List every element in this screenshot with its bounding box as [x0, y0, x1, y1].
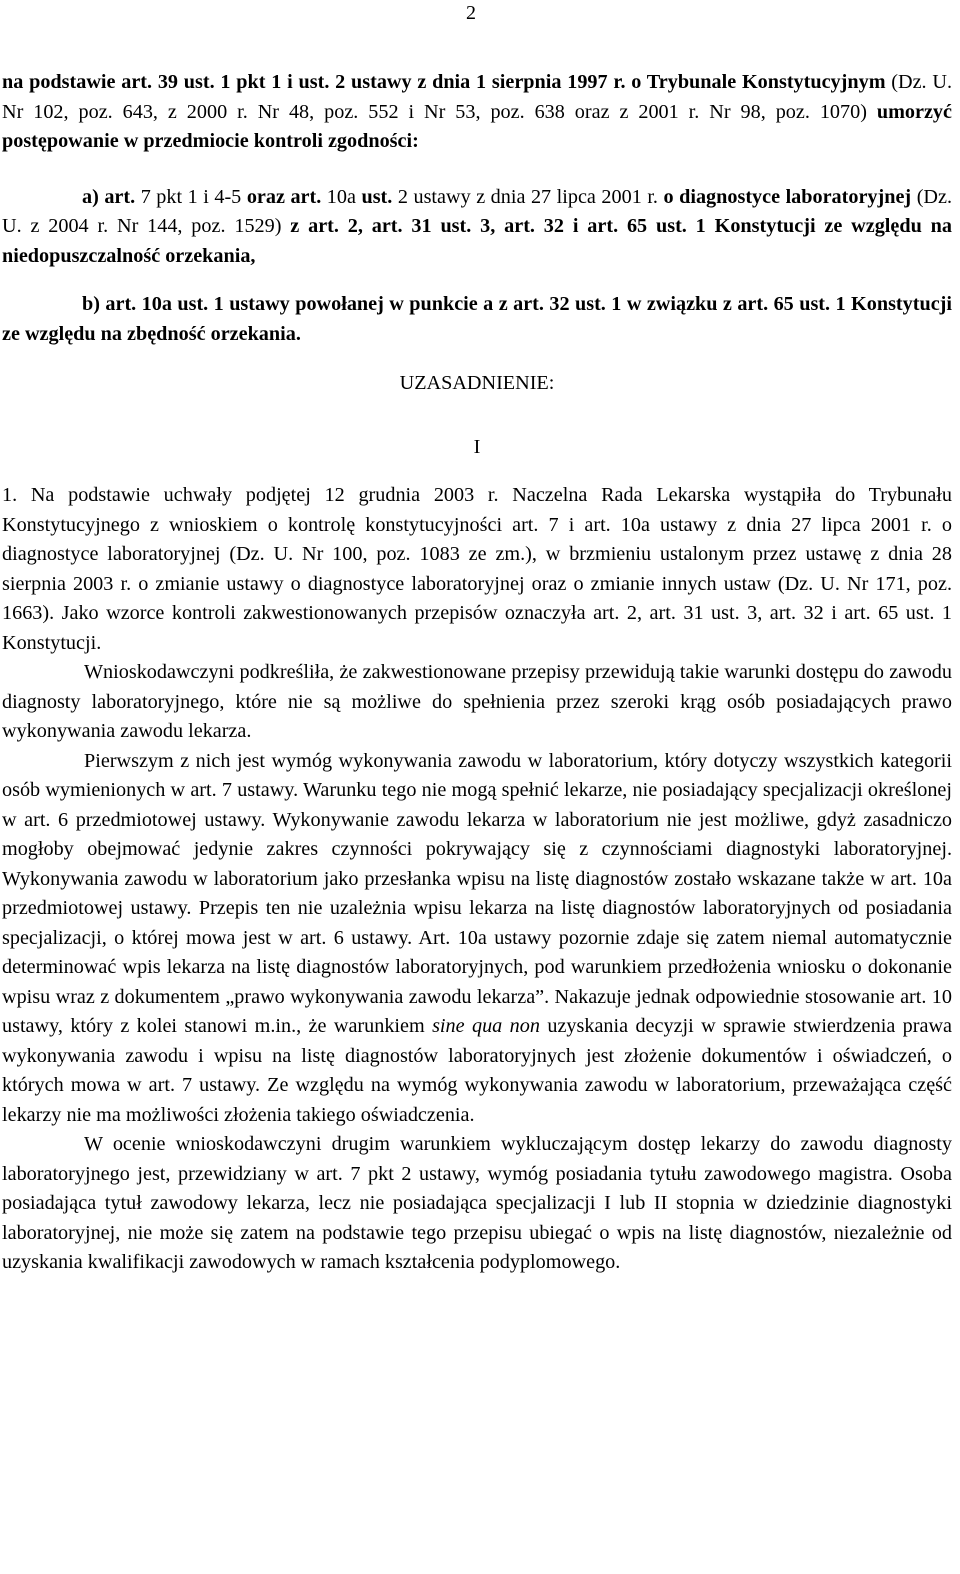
document-body — [2, 68, 952, 1278]
ruling-intro — [2, 68, 952, 157]
ruling-intro-decision: umorzyć postępowanie w przedmiocie kontroli zgodności: — [2, 100, 952, 152]
page-number: 2 — [466, 2, 476, 24]
ruling-intro-citation: (Dz. U. Nr 102, poz. 643, z 2000 r. Nr 48, poz. 552 i Nr 53, poz. 638 oraz z 2001 r. Nr 98, poz. 1070) — [2, 71, 953, 123]
justification-paragraph-2: Wnioskodawczyni podkreśliła, że zakwestionowane przepisy przewidują takie warunki dostępu do zawodu diagnosty laboratoryjnego, które nie są możliwe do spełnienia przez szeroki krąg osób posiadających prawo wykonywania zawodu lekarza. — [2, 661, 952, 742]
ruling-intro-basis: na podstawie art. 39 ust. 1 pkt 1 i ust. 2 ustawy z dnia 1 sierpnia 1997 r. o Trybunale Konstytucyjnym — [2, 71, 886, 93]
justification-paragraph-1: 1. Na podstawie uchwały podjętej 12 grudnia 2003 r. Naczelna Rada Lekarska wystąpiła do Trybunału Konstytucyjnego z wnioskiem o kontrolę konstytucyjności art. 7 i art. 10a ustawy z dnia 27 lipca 2001 r. o diagnostyce laboratoryjnej (Dz. U. Nr 100, poz. 1083 ze zm.), w brzmieniu ustalonym przez ustawę z dnia 28 sierpnia 2003 r. o zmianie ustawy o diagnostyce laboratoryjnej oraz o zmianie innych ustaw (Dz. U. Nr 171, poz. 1663). Jako wzorce kontroli zakwestionowanych przepisów oznaczyła art. 2, art. 31 ust. 3, art. 32 i art. 65 ust. 1 Konstytucji. — [2, 484, 952, 654]
justification-heading: UZASADNIENIE: — [399, 372, 555, 394]
justification-paragraph-4: W ocenie wnioskodawczyni drugim warunkiem wykluczającym dostęp lekarzy do zawodu diagnosty laboratoryjnego jest, przewidziany w art. 7 pkt 2 ustawy, wymóg posiadania tytułu zawodowego magistra. Osoba posiadająca tytuł zawodowy lekarza, lecz nie posiadająca specjalizacji I lub II stopnia w dziedzinie diagnostyki laboratoryjnej, nie może się zatem na podstawie tego przepisu ubiegać o wpis na listę diagnostów, niezależnie od uzyskania kwalifikacji zawodowych w ramach kształcenia podyplomowego. — [2, 1133, 952, 1273]
ruling-item-b: b) art. 10a ust. 1 ustawy powołanej w punkcie a z art. 32 ust. 1 w związku z art. 65 ust. 1 Konstytucji ze względu na zbędność orzekania. — [2, 293, 952, 345]
justification-paragraph-3: Pierwszym z nich jest wymóg wykonywania zawodu w laboratorium, który dotyczy wszystkich kategorii osób wymienionych w art. 7 ustawy. Warunku tego nie mogą spełnić lekarze, nie posiadający specjalizacji określonej w art. 6 przedmiotowej ustawy. Wykonywanie zawodu lekarza w laboratorium nie jest możliwe, gdyż zasadniczo mogłoby obejmować jedynie zakres czynności pokrywający się z czynnościami diagnostyki laboratoryjnej. Wykonywania zawodu w laboratorium jako przesłanka wpisu na listę diagnostów zostało wskazane także w art. 10a przedmiotowej ustawy. Przepis ten nie uzależnia wpisu lekarza na listę diagnostów laboratoryjnych od posiadania specjalizacji, o której mowa jest w art. 6 ustawy. Art. 10a ustawy pozornie zdaje się zatem niemal automatycznie determinować wpis lekarza na listę diagnostów laboratoryjnych, pod warunkiem przedłożenia wniosku o dokonanie wpisu wraz z dokumentem „prawo wykonywania zawodu lekarza”. Nakazuje jednak odpowiednie stosowanie art. 10 ustawy, który z kolei stanowi m.in., że warunkiem sine qua non uzyskania decyzji w sprawie stwierdzenia prawa wykonywania zawodu i wpisu na listę diagnostów laboratoryjnych jest złożenie dokumentów i oświadczeń, o których mowa w art. 7 ustawy. Ze względu na wymóg wykonywania zawodu w laboratorium, przeważająca część lekarzy nie ma możliwości złożenia takiego oświadczenia. — [2, 749, 952, 1126]
ruling-item-a: a) art. 7 pkt 1 i 4-5 oraz art. 10a ust. 2 ustawy z dnia 27 lipca 2001 r. o diagnostyce laboratoryjnej (Dz. U. z 2004 r. Nr 144, poz. 1529) z art. 2, art. 31 ust. 3, art. 32 i art. 65 ust. 1 Konstytucji ze względu na niedopuszczalność orzekania, — [2, 185, 952, 267]
section-numeral: I — [473, 435, 481, 458]
latin-phrase: sine qua non — [432, 1015, 540, 1037]
